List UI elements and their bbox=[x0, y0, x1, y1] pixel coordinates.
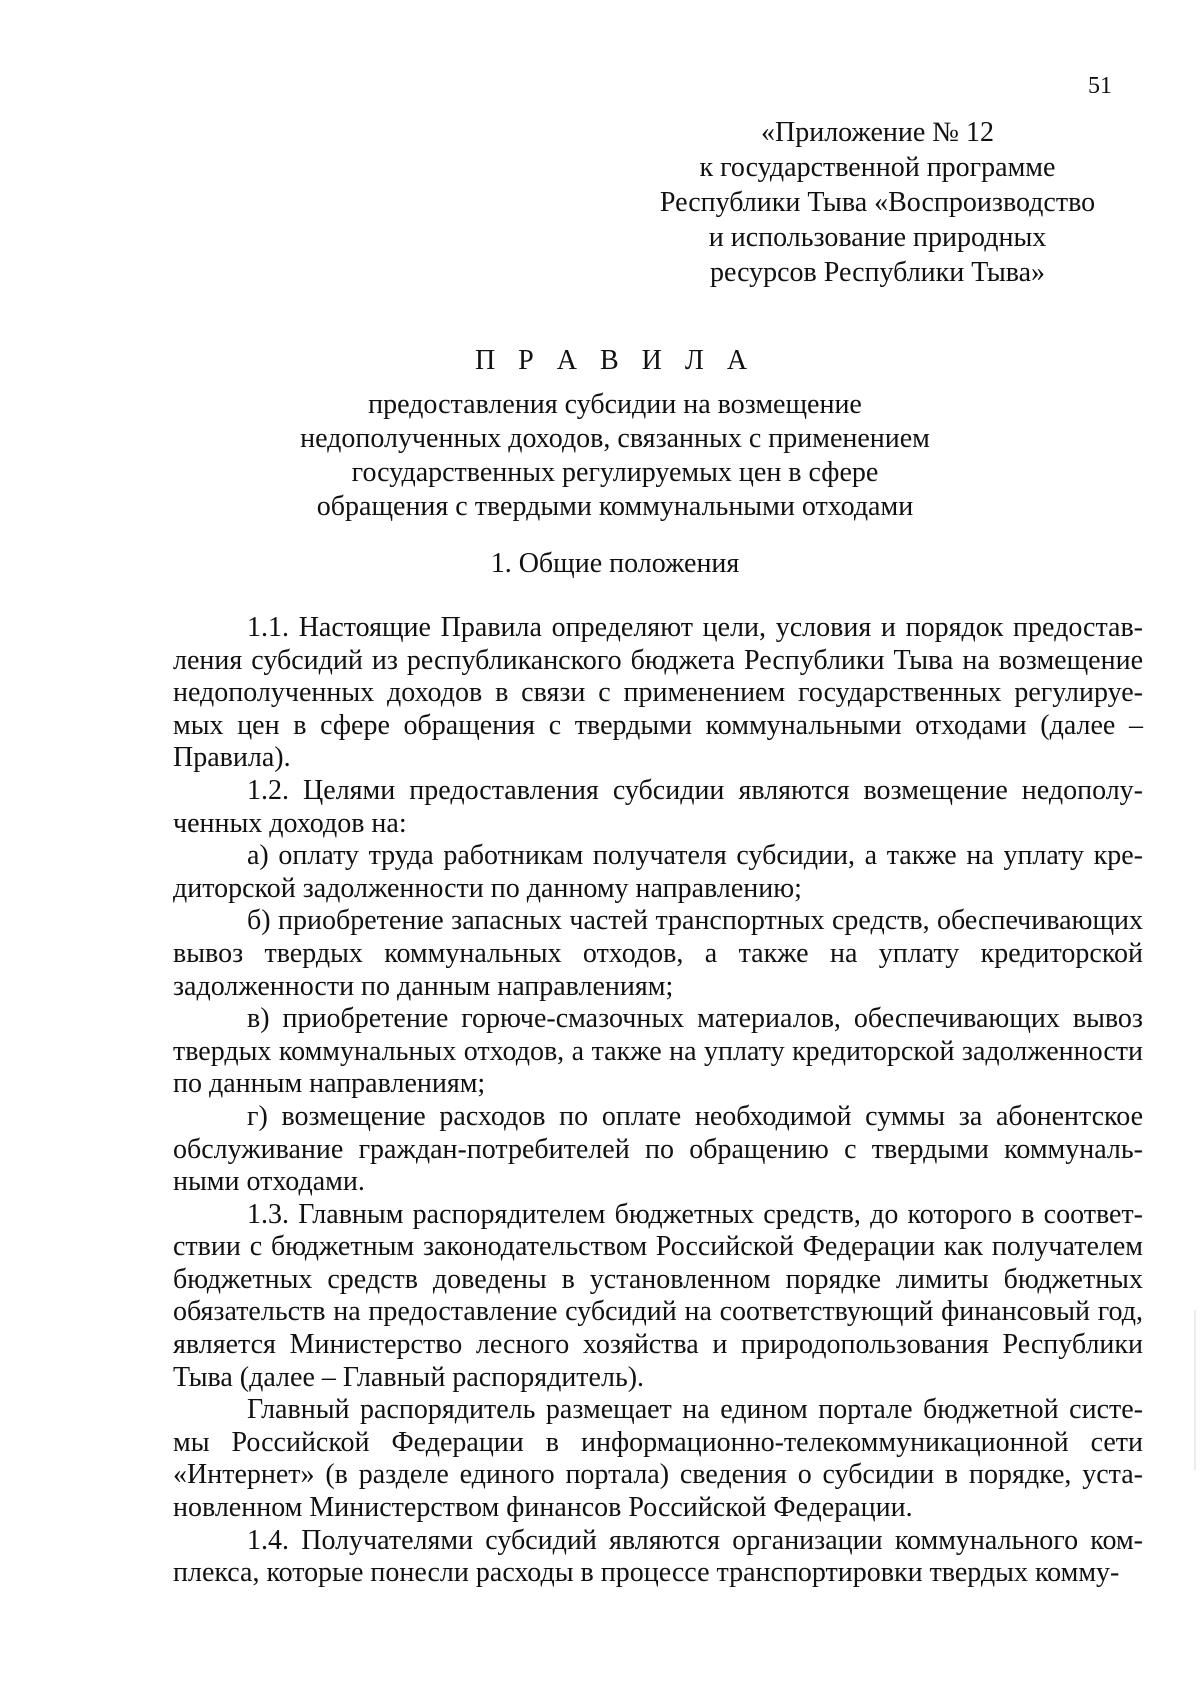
appendix-line: и использование природных bbox=[708, 222, 1047, 253]
paragraph-1-3-continued: Главный распорядитель размещает на едином портале бюджетной системы Российской Федерации в информационно-телекоммуникационной сети «Интернет» (в разделе единого портала) сведения о субсидии в порядке, установленном Министерством финансов Российской Федерации. bbox=[173, 1394, 1143, 1524]
paragraph-1-1: 1.1. Настоящие Правила определяют цели, условия и порядок предоставления субсидий из республиканского бюджета Республики Тыва на возмещение недополученных доходов в связи с применением государственных регулируемых цен в сфере обращения с твердыми коммунальными отходами (далее – Правила). bbox=[173, 612, 1143, 774]
subtitle-line: государственных регулируемых цен в сфере bbox=[351, 457, 879, 488]
subtitle-line: предоставления субсидии на возмещение bbox=[368, 389, 862, 420]
paragraph-1-3: 1.3. Главным распорядителем бюджетных средств, до которого в соответствии с бюджетным законодательством Российской Федерации как получателем бюджетных средств доведены в установленном порядке лимиты бюджетных обязательств на предоставление субсидий на соответствующий финансовый год, является Министерство лесного хозяйства и природопользования Республики Тыва (далее – Главный распорядитель). bbox=[173, 1198, 1143, 1393]
paragraph-1-2: 1.2. Целями предоставления субсидии являются возмещение недополученных доходов на: bbox=[173, 774, 1143, 839]
title-block bbox=[0, 347, 1200, 524]
scan-artifact bbox=[1194, 1310, 1196, 1470]
appendix-reference bbox=[645, 115, 1110, 290]
paragraph-1-4: 1.4. Получателями субсидий являются организации коммунального комплекса, которые понесли расходы в процессе транспортировки твердых комму- bbox=[173, 1524, 1143, 1589]
document-title: П Р А В И Л А bbox=[474, 345, 756, 376]
list-item-v: в) приобретение горюче-смазочных материалов, обеспечивающих вывоз твердых коммунальных отходов, а также на уплату кредиторской задолженности по данным направлениям; bbox=[173, 1003, 1143, 1100]
body-text bbox=[173, 612, 1143, 1590]
appendix-line: ресурсов Республики Тыва» bbox=[709, 257, 1046, 288]
document-subtitle bbox=[0, 388, 1200, 524]
list-item-g: г) возмещение расходов по оплате необходимой суммы за абонентское обслуживание граждан-потребителей по обращению с твердыми коммунальными отходами. bbox=[173, 1100, 1143, 1198]
list-item-b: б) приобретение запасных частей транспортных средств, обеспечивающих вывоз твердых коммунальных отходов, а также на уплату кредиторской задолженности по данным направлениям; bbox=[173, 905, 1143, 1002]
list-item-a: а) оплату труда работникам получателя субсидии, а также на уплату кредиторской задолженности по данному направлению; bbox=[173, 840, 1143, 904]
page-number: 51 bbox=[1088, 73, 1112, 99]
appendix-line: «Приложение № 12 bbox=[761, 117, 994, 148]
section-heading: 1. Общие положения bbox=[490, 548, 740, 579]
appendix-line: Республики Тыва «Воспроизводство bbox=[659, 187, 1096, 218]
appendix-line: к государственной программе bbox=[699, 152, 1056, 183]
subtitle-line: недополученных доходов, связанных с применением bbox=[300, 423, 930, 454]
subtitle-line: обращения с твердыми коммунальными отходами bbox=[316, 491, 914, 522]
